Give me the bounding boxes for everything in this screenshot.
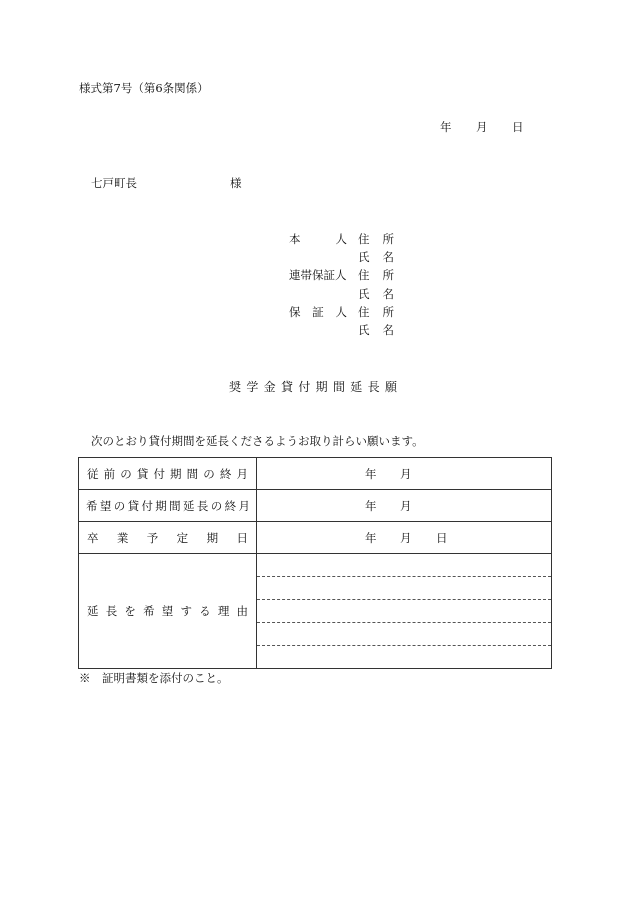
label-char: の bbox=[120, 466, 132, 481]
label-char: 貸 bbox=[136, 466, 149, 481]
reason-line[interactable] bbox=[257, 600, 551, 623]
title-char: 金 bbox=[263, 380, 276, 394]
label-char: 従 bbox=[87, 466, 99, 481]
title-char: 期 bbox=[315, 380, 328, 394]
label-char: 終 bbox=[219, 466, 232, 481]
label-char: 卒 bbox=[87, 530, 99, 545]
label-char: 間 bbox=[186, 466, 199, 481]
year-label: 年 bbox=[365, 466, 377, 481]
signer-guarantor-address-label bbox=[358, 304, 394, 320]
label-char: 前 bbox=[103, 466, 116, 481]
label-char: 長 bbox=[196, 498, 209, 513]
title-char: 長 bbox=[367, 380, 380, 394]
label-char: 業 bbox=[116, 530, 129, 545]
table-row bbox=[79, 554, 552, 669]
label-char: 期 bbox=[155, 498, 167, 513]
signer-applicant-name-label bbox=[358, 249, 394, 265]
extension-reason-field[interactable] bbox=[257, 554, 552, 669]
label-char: 長 bbox=[105, 604, 118, 618]
label-char: 予 bbox=[146, 530, 159, 545]
label-char: る bbox=[199, 604, 211, 618]
year-label: 年 bbox=[365, 530, 377, 545]
role-char: 本 bbox=[289, 232, 301, 246]
year-label: 年 bbox=[365, 498, 377, 513]
title-char: 間 bbox=[332, 380, 345, 394]
reason-line[interactable] bbox=[257, 623, 551, 646]
label-char: 希 bbox=[143, 604, 155, 618]
reason-line[interactable] bbox=[257, 577, 551, 600]
table-row bbox=[79, 490, 552, 522]
label-char: 住 bbox=[358, 305, 370, 319]
addressee-honorific: 様 bbox=[230, 176, 242, 190]
label-char: 終 bbox=[224, 498, 237, 513]
role-char: 証 bbox=[312, 305, 324, 319]
label-char: 望 bbox=[161, 604, 174, 618]
label-char: 所 bbox=[382, 268, 394, 282]
addressee-name: 七戸町長 bbox=[91, 176, 137, 190]
label-char: 名 bbox=[382, 287, 394, 301]
signer-applicant-role bbox=[289, 231, 347, 247]
month-label: 月 bbox=[400, 530, 412, 545]
role-char: 人 bbox=[335, 232, 347, 246]
desired-end-month-field[interactable] bbox=[257, 490, 552, 522]
label-char: 所 bbox=[382, 232, 394, 246]
label-char: の bbox=[203, 466, 215, 481]
title-char: 学 bbox=[246, 380, 259, 394]
title-char: 奨 bbox=[229, 380, 242, 394]
previous-end-month-label bbox=[79, 458, 257, 490]
month-label: 月 bbox=[400, 466, 412, 481]
label-char: 間 bbox=[169, 498, 181, 513]
reason-line[interactable] bbox=[257, 646, 551, 668]
title-char: 付 bbox=[298, 380, 311, 394]
day-label: 日 bbox=[436, 530, 448, 545]
graduation-date-label bbox=[79, 522, 257, 554]
signer-joint-guarantor-name-label bbox=[358, 286, 394, 302]
label-char: 名 bbox=[382, 250, 394, 264]
label-char: 月 bbox=[238, 498, 250, 513]
desired-end-month-label bbox=[79, 490, 257, 522]
label-char: 延 bbox=[87, 604, 99, 618]
label-char: 氏 bbox=[358, 287, 370, 301]
label-char: 住 bbox=[358, 268, 370, 282]
label-char: 住 bbox=[358, 232, 370, 246]
label-char: 理 bbox=[217, 604, 230, 618]
role-char: 保 bbox=[289, 305, 301, 319]
label-char: す bbox=[180, 604, 192, 618]
previous-end-month-field[interactable] bbox=[257, 458, 552, 490]
signer-joint-guarantor-role: 連帯保証人 bbox=[289, 268, 347, 282]
table-row bbox=[79, 522, 552, 554]
label-char: 氏 bbox=[358, 250, 370, 264]
extension-reason-label bbox=[79, 554, 257, 669]
label-char: 由 bbox=[236, 604, 248, 618]
intro-text: 次のとおり貸付期間を延長くださるようお取り計らい願います。 bbox=[91, 434, 424, 448]
label-char: 付 bbox=[153, 466, 165, 481]
date-year-label: 年 bbox=[440, 120, 452, 134]
signer-applicant-address-label bbox=[358, 231, 394, 247]
label-char: 貸 bbox=[127, 498, 140, 513]
signer-guarantor-role bbox=[289, 304, 347, 320]
label-char: 氏 bbox=[358, 323, 370, 337]
label-char: の bbox=[113, 498, 126, 513]
table-row bbox=[79, 458, 552, 490]
reason-line[interactable] bbox=[257, 554, 551, 577]
role-char: 人 bbox=[335, 305, 347, 319]
form-number: 様式第7号（第6条関係） bbox=[79, 81, 209, 95]
date-month-label: 月 bbox=[476, 120, 488, 134]
signer-joint-guarantor-address-label bbox=[358, 267, 394, 283]
label-char: の bbox=[210, 498, 223, 513]
label-char: 所 bbox=[382, 305, 394, 319]
title-char: 貸 bbox=[280, 380, 293, 394]
date-day-label: 日 bbox=[512, 120, 524, 134]
label-char: 期 bbox=[170, 466, 182, 481]
label-char: 希 bbox=[86, 498, 98, 513]
label-char: 延 bbox=[183, 498, 195, 513]
label-char: を bbox=[124, 604, 136, 618]
graduation-date-field[interactable] bbox=[257, 522, 552, 554]
signer-guarantor-name-label bbox=[358, 322, 394, 338]
title-char: 願 bbox=[384, 380, 397, 394]
month-label: 月 bbox=[400, 498, 412, 513]
label-char: 名 bbox=[382, 323, 394, 337]
label-char: 望 bbox=[99, 498, 112, 513]
application-table bbox=[78, 457, 552, 669]
label-char: 付 bbox=[141, 498, 153, 513]
title-char: 延 bbox=[350, 380, 363, 394]
label-char: 定 bbox=[176, 530, 189, 545]
label-char: 期 bbox=[206, 530, 219, 545]
document-title bbox=[229, 378, 397, 395]
attachment-note: ※ 証明書類を添付のこと。 bbox=[79, 671, 229, 685]
label-char: 日 bbox=[236, 530, 248, 545]
label-char: 月 bbox=[236, 466, 248, 481]
